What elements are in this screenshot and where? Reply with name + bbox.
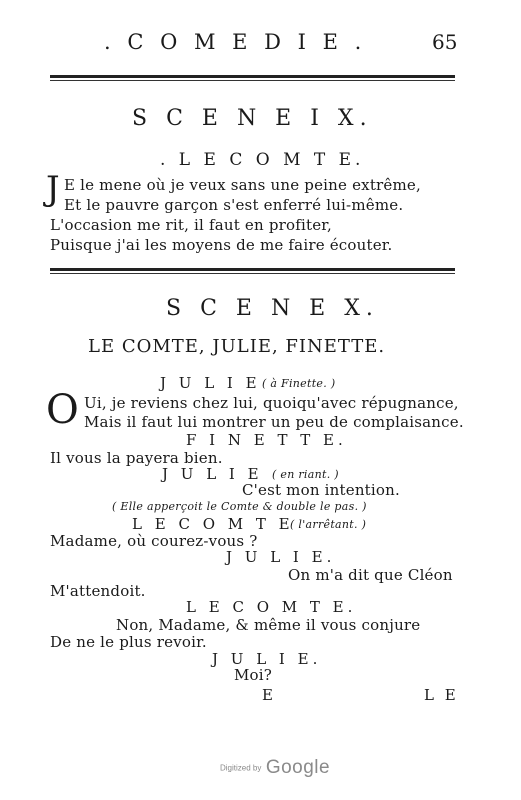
line-julie-2: C'est mon intention. xyxy=(242,481,400,499)
scene-9-title: S C E N E I X. xyxy=(132,106,373,131)
digitized-watermark xyxy=(220,757,330,779)
scene-divider-rule xyxy=(50,268,455,271)
scene-9-line-4: Puisque j'ai les moyens de me faire écouter. xyxy=(50,236,393,254)
speaker-comte-2: L E C O M T E. xyxy=(186,598,357,616)
speaker-finette: F I N E T T E. xyxy=(186,431,347,449)
speaker-comte-1: L E C O M T E xyxy=(132,515,294,533)
line-comte-2b: De ne le plus revoir. xyxy=(50,633,207,651)
speaker-julie-1: J U L I E xyxy=(160,374,261,392)
line-julie-1b: Mais il faut lui montrer un peu de complaisance. xyxy=(84,413,464,431)
speaker-julie-4: J U L I E. xyxy=(212,650,322,668)
line-julie-3b: M'attendoit. xyxy=(50,582,146,600)
header-rule xyxy=(50,75,455,78)
line-comte-2a: Non, Madame, & même il vous conjure xyxy=(116,616,421,634)
scene-divider-rule-thin xyxy=(50,273,455,274)
stage-direction-1: ( à Finette. ) xyxy=(262,377,336,390)
page-number: 65 xyxy=(432,30,458,54)
scene-9-dropcap: J xyxy=(46,169,60,209)
speaker-julie-3: J U L I E. xyxy=(226,548,336,566)
header-rule-thin xyxy=(50,80,455,81)
line-julie-1a: Ui, je reviens chez lui, quoiqu'avec répugnance, xyxy=(84,394,459,412)
stage-direction-2: ( en riant. ) xyxy=(272,468,339,481)
line-comte-1: Madame, où courez-vous ? xyxy=(50,532,258,550)
scene-9-speaker: . L E C O M T E. xyxy=(160,150,365,170)
scene-9-line-1: E le mene où je veux sans une peine extrême, xyxy=(64,176,421,194)
scene-9-line-3: L'occasion me rit, il faut en profiter, xyxy=(50,216,332,234)
catchword-le: L E xyxy=(424,686,459,704)
line-julie-3a: On m'a dit que Cléon xyxy=(288,566,453,584)
scene-9-line-2: Et le pauvre garçon s'est enferré lui-même. xyxy=(64,196,404,214)
stage-direction-4: ( l'arrêtant. ) xyxy=(290,518,367,531)
line-finette: Il vous la payera bien. xyxy=(50,449,223,467)
scene-10-title: S C E N E X. xyxy=(166,296,379,321)
catchword-e: E xyxy=(262,686,273,704)
scene-10-dropcap: O xyxy=(46,387,79,433)
running-title: . C O M E D I E . xyxy=(104,30,367,54)
google-wordmark: Google xyxy=(265,757,331,778)
scene-10-characters: LE COMTE, JULIE, FINETTE. xyxy=(88,336,386,357)
digitized-label: Digitized by xyxy=(220,763,262,773)
stage-direction-3: ( Elle apperçoit le Comte & double le pas. ) xyxy=(112,500,367,513)
line-julie-4: Moi? xyxy=(234,666,273,684)
speaker-julie-2: J U L I E xyxy=(162,465,263,483)
